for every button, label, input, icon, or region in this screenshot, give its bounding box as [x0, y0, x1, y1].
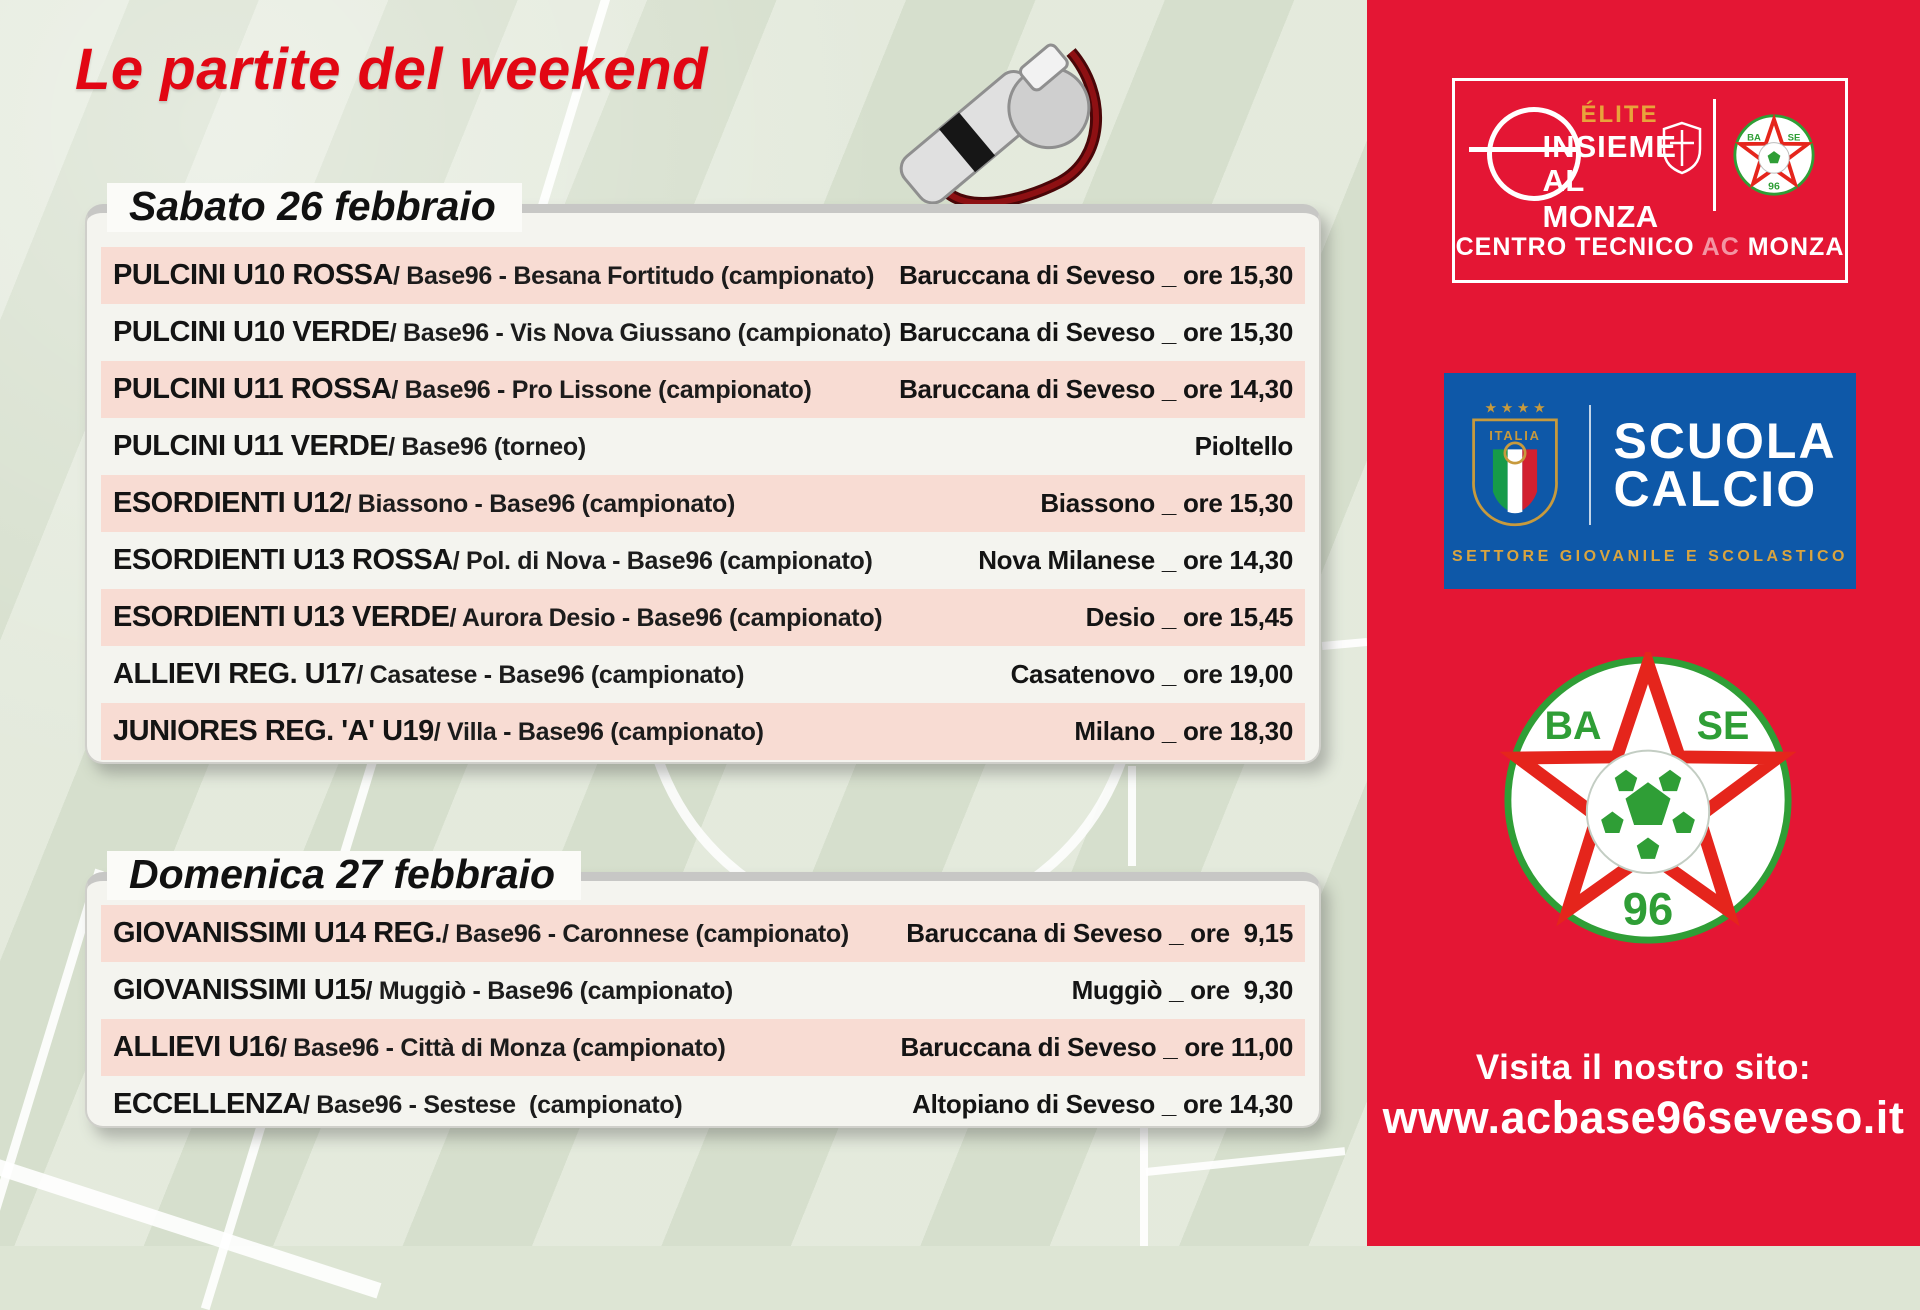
team-label: JUNIORES REG. 'A' U19: [113, 715, 434, 747]
table-row: [101, 962, 1305, 1019]
match-detail: / Base96 - Pro Lissone (campionato): [391, 376, 812, 404]
match-cell: [113, 1088, 912, 1121]
crest-stars: ★ ★ ★ ★: [1484, 400, 1546, 416]
monza-partner-box: [1452, 78, 1848, 283]
venue-time: Baruccana di Seveso _ ore 15,30: [899, 260, 1293, 290]
table-row: [101, 532, 1305, 589]
match-cell: [113, 487, 1040, 520]
elite-label: ÉLITE: [1580, 101, 1659, 128]
badge-text-se: SE: [1787, 132, 1800, 144]
venue-time: Baruccana di Seveso _ ore 15,30: [899, 317, 1293, 347]
sidebar-panel: [1367, 0, 1920, 1246]
ac-monza-shield-icon: [1661, 121, 1703, 175]
match-detail: / Base96 - Vis Nova Giussano (campionato): [389, 319, 892, 347]
caption-monza: MONZA: [1747, 233, 1845, 261]
badge-text-ba: BA: [1746, 132, 1761, 144]
match-detail: / Muggiò - Base96 (campionato): [365, 977, 733, 1005]
logo-text-96: 96: [1622, 883, 1674, 935]
caption-ac: AC: [1701, 233, 1748, 261]
visit-prompt: Visita il nostro sito:: [1475, 1048, 1812, 1087]
scuola-calcio-title: [1613, 413, 1837, 517]
insieme-al-monza-logo: [1485, 91, 1697, 234]
table-row: [101, 1019, 1305, 1076]
match-detail: / Pol. di Nova - Base96 (campionato): [452, 547, 873, 575]
shield-cross: [1670, 130, 1694, 166]
team-label: PULCINI U11 VERDE: [113, 430, 389, 462]
pitch-line: [1146, 1147, 1346, 1176]
website-url[interactable]: www.acbase96seveso.it: [1382, 1092, 1905, 1143]
page-title: Le partite del weekend: [75, 37, 709, 102]
base96-club-logo: [1500, 652, 1796, 948]
venue-time: Muggiò _ ore 9,30: [1071, 975, 1293, 1005]
team-label: ESORDIENTI U12: [113, 487, 345, 519]
team-label: ALLIEVI REG. U17: [113, 658, 357, 690]
sunday-rows: [87, 881, 1319, 1133]
insieme-label: INSIEME: [1542, 129, 1677, 164]
team-label: PULCINI U11 ROSSA: [113, 373, 392, 405]
match-detail: / Base96 - Besana Fortitudo (campionato): [392, 262, 875, 290]
pitch-line: [0, 1150, 381, 1298]
venue-time: Baruccana di Seveso _ ore 11,00: [900, 1032, 1293, 1062]
table-row: [101, 247, 1305, 304]
team-label: GIOVANISSIMI U14 REG.: [113, 917, 442, 949]
venue-time: Baruccana di Seveso _ ore 14,30: [899, 374, 1293, 404]
team-label: PULCINI U10 ROSSA: [113, 259, 393, 291]
table-row: [101, 361, 1305, 418]
sunday-heading: Domenica 27 febbraio: [107, 851, 581, 900]
venue-time: Baruccana di Seveso _ ore 9,15: [906, 918, 1293, 948]
whistle-icon: [845, 10, 1115, 235]
sunday-card: [85, 851, 1321, 1128]
team-label: GIOVANISSIMI U15: [113, 974, 366, 1006]
pitch-line: [1128, 766, 1136, 866]
centro-tecnico-caption: [1455, 233, 1845, 262]
match-cell: [113, 373, 899, 406]
match-cell: [113, 316, 899, 349]
team-label: ALLIEVI U16: [113, 1031, 280, 1063]
match-cell: [113, 658, 1011, 691]
table-row: [101, 475, 1305, 532]
logo-soccer-ball: [1587, 751, 1709, 873]
saturday-card: [85, 183, 1321, 764]
vertical-divider: [1713, 99, 1716, 211]
figc-crest-icon: [1463, 396, 1567, 534]
match-detail: / Base96 - Sestese (campionato): [302, 1091, 683, 1119]
match-detail: / Biassono - Base96 (campionato): [344, 490, 735, 518]
match-cell: [113, 544, 978, 577]
caption-centro-tecnico: CENTRO TECNICO: [1455, 233, 1702, 261]
match-cell: [113, 1031, 901, 1064]
visit-website: [1367, 1048, 1920, 1144]
team-label: ESORDIENTI U13 VERDE: [113, 601, 450, 633]
table-row: [101, 304, 1305, 361]
base96-mini-badge-icon: [1732, 113, 1816, 197]
scuola-calcio-box: [1444, 373, 1856, 589]
venue-time: Biassono _ ore 15,30: [1040, 488, 1293, 518]
al-monza-label: AL MONZA: [1542, 163, 1659, 234]
match-cell: [113, 715, 1074, 748]
team-label: ESORDIENTI U13 ROSSA: [113, 544, 453, 576]
saturday-rows: [87, 213, 1319, 760]
match-cell: [113, 259, 899, 292]
calcio-line: CALCIO: [1613, 461, 1818, 517]
venue-time: Milano _ ore 18,30: [1074, 716, 1293, 746]
match-cell: [113, 917, 906, 950]
team-label: PULCINI U10 VERDE: [113, 316, 390, 348]
match-detail: / Villa - Base96 (campionato): [433, 718, 764, 746]
monza-logos-row: [1455, 81, 1845, 234]
logo-text-se: SE: [1696, 703, 1750, 748]
saturday-heading: Sabato 26 febbraio: [107, 183, 522, 232]
table-row: [101, 1076, 1305, 1133]
team-label: ECCELLENZA: [113, 1088, 303, 1120]
scuola-line: SCUOLA: [1613, 413, 1837, 469]
pitch-line: [1140, 1128, 1148, 1246]
match-detail: / Base96 - Città di Monza (campionato): [279, 1034, 726, 1062]
logo-text-ba: BA: [1544, 703, 1602, 748]
vertical-divider: [1589, 405, 1591, 525]
table-row: [101, 418, 1305, 475]
settore-giovanile-subtitle: SETTORE GIOVANILE E SCOLASTICO: [1452, 548, 1848, 565]
venue-time: Desio _ ore 15,45: [1085, 602, 1293, 632]
match-detail: / Base96 (torneo): [388, 433, 586, 461]
pitch-line: [1322, 638, 1368, 650]
table-row: [101, 646, 1305, 703]
table-row: [101, 703, 1305, 760]
badge-text-96: 96: [1767, 180, 1780, 193]
crest-stripe-white: [1508, 449, 1523, 513]
match-detail: / Aurora Desio - Base96 (campionato): [449, 604, 883, 632]
scuola-main-row: [1463, 396, 1836, 534]
match-detail: / Casatese - Base96 (campionato): [356, 661, 745, 689]
venue-time: Altopiano di Seveso _ ore 14,30: [912, 1089, 1293, 1119]
table-row: [101, 905, 1305, 962]
venue-time: Pioltello: [1194, 431, 1293, 461]
match-cell: [113, 601, 1086, 634]
crest-italia-text: ITALIA: [1489, 428, 1542, 444]
venue-time: Nova Milanese _ ore 14,30: [978, 545, 1293, 575]
venue-time: Casatenovo _ ore 19,00: [1010, 659, 1293, 689]
match-cell: [113, 430, 1195, 463]
match-cell: [113, 974, 1072, 1007]
table-row: [101, 589, 1305, 646]
match-detail: / Base96 - Caronnese (campionato): [441, 920, 849, 948]
